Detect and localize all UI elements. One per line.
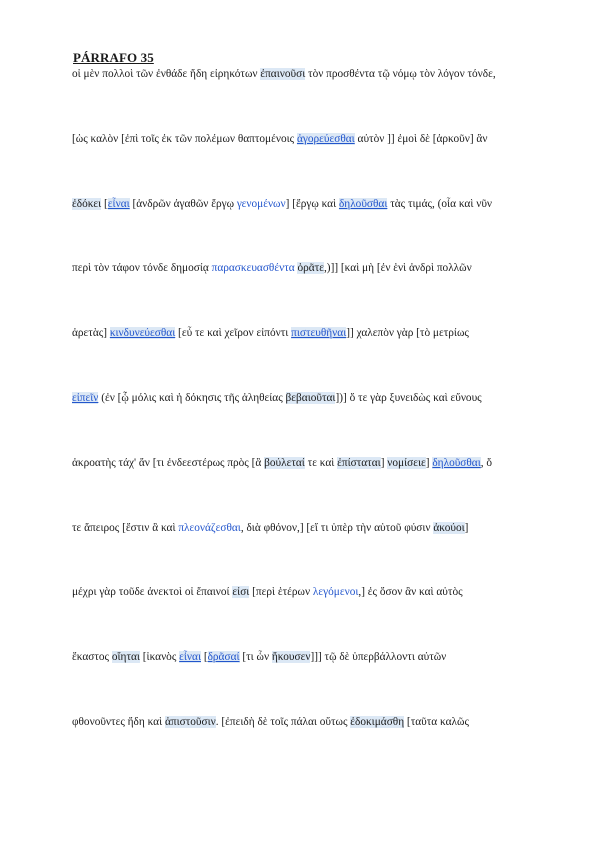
text-run: αὐτὸν ]] ἐμοὶ δὲ [ἀρκοῦν] ἂν [354,132,488,145]
text-run: ] [380,456,388,469]
text-run: ])] ὅ τε γὰρ ξυνειδὼς καὶ εὔνους [335,392,482,404]
highlighted-word: ἐδοκιμάσθη [350,716,405,728]
text-run: [ταῦτα καλῶς [404,716,469,728]
text-run: ἀκροατὴς τάχ' ἄν [τι ἐνδεεστέρως πρὸς [ἃ [72,456,265,469]
text-run: [ἱκανὸς [139,651,180,664]
highlighted-word: ἐπαινοῦσι [260,68,306,80]
text-run: τε καὶ [304,456,338,469]
text-line [72,585,463,599]
text-run: (ἐν [ᾧ μόλις καὶ ἡ δόκησις τῆς ἀληθείας [98,392,286,404]
text-run: ]] χαλεπὸν γὰρ [τὸ μετρίως [346,327,469,340]
text-run: [τι ὧν [239,651,272,664]
text-run: ] [425,456,433,469]
text-run: [περὶ ἑτέρων [249,586,313,599]
text-run: , διὰ φθόνον,] [εἴ τι ὑπὲρ τὴν αὑτοῦ φύσιν [240,521,434,534]
text-run: τὰς τιμάς, (οἷα καὶ νῦν [387,197,493,210]
text-run: τὸν προσθέντα τῷ νόμῳ τὸν λόγον τόνδε, [305,68,496,80]
paragraph-heading: PÁRRAFO 35 [73,50,154,65]
linked-word[interactable]: εἶναι [179,651,201,664]
text-line [72,67,496,81]
highlighted-word: βεβαιοῦται [285,392,336,404]
linked-word[interactable]: πιστευθῆναι [291,327,347,340]
text-run: ἕκαστος [72,651,112,664]
highlighted-word: ἐδόκει [72,197,102,210]
text-run: οἱ μὲν πολλοὶ τῶν ἐνθάδε ἤδη εἰρηκότων [72,68,261,80]
linked-word[interactable]: δρᾶσαί [207,651,240,664]
text-run: μέχρι γὰρ τοῦδε ἀνεκτοὶ οἱ ἔπαινοί [72,586,233,599]
text-line [72,521,468,535]
text-run: τε ἄπειρος [ἔστιν ἃ καὶ [72,521,179,534]
text-run: ]]] τῷ δὲ ὑπερβάλλοντι αὐτῶν [310,651,447,664]
text-run: [ [201,651,208,664]
text-run: ] [464,521,469,534]
text-run: ,] ἐς ὅσον ἂν καὶ αὐτὸς [358,586,463,599]
text-line [72,197,492,211]
highlighted-word: βούλεταί [264,456,305,469]
text-line [72,132,487,146]
text-line [72,326,469,340]
text-run: , ὅ [480,456,493,469]
text-run: περὶ τὸν τάφον τόνδε δημοσίᾳ [72,262,212,275]
text-run: ἀρετὰς] [72,327,110,340]
colored-word: γενομένων [236,197,286,210]
colored-word: πλεονάζεσθαι [178,521,241,534]
text-run: ] [ἔργῳ καὶ [285,197,339,210]
highlighted-word: ἀπιστοῦσιν [164,716,216,728]
highlighted-word: εἰσι [232,586,250,599]
text-run: [ὡς καλὸν [ἐπὶ τοῖς ἐκ τῶν πολέμων θαπτομένοις [72,132,297,145]
text-run: [ἀνδρῶν ἀγαθῶν ἔργῳ [129,197,237,210]
text-line [72,456,492,470]
text-run: . [ἐπειδὴ δὲ τοῖς πάλαι οὕτως [215,716,351,728]
linked-word[interactable]: κινδυνεύεσθαι [109,327,176,340]
highlighted-word: ἀκούοι [433,521,465,534]
text-line [72,261,472,275]
linked-word[interactable]: εἰπεῖν [72,392,99,404]
highlighted-word: ὁρᾶτε [297,262,324,275]
highlighted-word: οἴηται [111,651,140,664]
linked-word[interactable]: εἶναι [107,197,130,210]
linked-word[interactable]: δηλοῦσθαι [432,456,481,469]
text-run: φθονοῦντες ἤδη καὶ [72,716,165,728]
text-run: [ [101,197,108,210]
text-line [72,391,482,405]
text-line [72,650,446,664]
colored-word: παρασκευασθέντα [211,262,295,275]
text-run: ,)]] [καὶ μὴ [ἐν ἑνὶ ἀνδρὶ πολλῶν [323,262,472,275]
text-line [72,715,469,729]
linked-word[interactable]: δηλοῦσθαι [338,197,388,210]
colored-word: λεγόμενοι [312,586,359,599]
linked-word[interactable]: ἀγορεύεσθαι [296,132,355,145]
text-run: [εὖ τε καὶ χεῖρον εἰπόντι [175,327,292,340]
highlighted-word: νομίσειε [387,456,426,469]
highlighted-word: ἤκουσεν [271,651,311,664]
highlighted-word: ἐπίσταται [337,456,381,469]
